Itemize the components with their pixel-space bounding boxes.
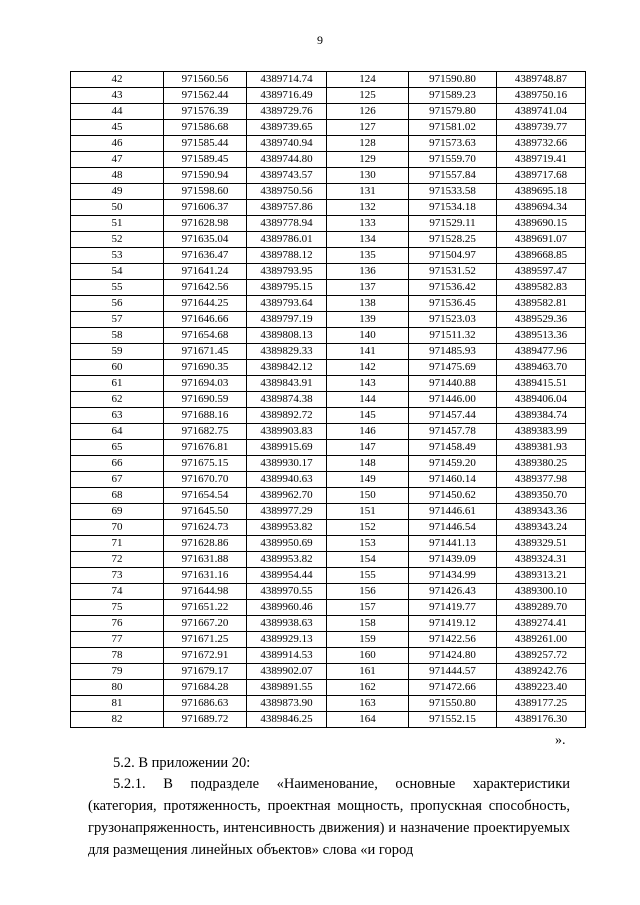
point-number-cell: 51 [71, 216, 164, 232]
y-coordinate-cell: 4389977.29 [247, 504, 327, 520]
table-row [71, 280, 586, 296]
table-row [71, 344, 586, 360]
table-row [71, 440, 586, 456]
x-coordinate-cell: 971606.37 [164, 200, 247, 216]
x-coordinate-cell: 971676.81 [164, 440, 247, 456]
point-number-cell: 162 [327, 680, 409, 696]
table-row [71, 376, 586, 392]
y-coordinate-cell: 4389750.56 [247, 184, 327, 200]
y-coordinate-cell: 4389380.25 [497, 456, 586, 472]
point-number-cell: 134 [327, 232, 409, 248]
point-number-cell: 69 [71, 504, 164, 520]
y-coordinate-cell: 4389903.83 [247, 424, 327, 440]
y-coordinate-cell: 4389739.77 [497, 120, 586, 136]
x-coordinate-cell: 971475.69 [409, 360, 497, 376]
y-coordinate-cell: 4389719.41 [497, 152, 586, 168]
x-coordinate-cell: 971684.28 [164, 680, 247, 696]
y-coordinate-cell: 4389289.70 [497, 600, 586, 616]
table-row [71, 136, 586, 152]
x-coordinate-cell: 971441.13 [409, 536, 497, 552]
point-number-cell: 80 [71, 680, 164, 696]
point-number-cell: 124 [327, 72, 409, 88]
x-coordinate-cell: 971534.18 [409, 200, 497, 216]
point-number-cell: 144 [327, 392, 409, 408]
point-number-cell: 71 [71, 536, 164, 552]
y-coordinate-cell: 4389415.51 [497, 376, 586, 392]
x-coordinate-cell: 971646.66 [164, 312, 247, 328]
point-number-cell: 53 [71, 248, 164, 264]
point-number-cell: 131 [327, 184, 409, 200]
table-row [71, 568, 586, 584]
point-number-cell: 164 [327, 712, 409, 728]
y-coordinate-cell: 4389953.82 [247, 552, 327, 568]
y-coordinate-cell: 4389793.95 [247, 264, 327, 280]
table-row [71, 584, 586, 600]
y-coordinate-cell: 4389778.94 [247, 216, 327, 232]
y-coordinate-cell: 4389748.87 [497, 72, 586, 88]
point-number-cell: 147 [327, 440, 409, 456]
x-coordinate-cell: 971589.23 [409, 88, 497, 104]
x-coordinate-cell: 971667.20 [164, 616, 247, 632]
y-coordinate-cell: 4389744.80 [247, 152, 327, 168]
x-coordinate-cell: 971590.94 [164, 168, 247, 184]
x-coordinate-cell: 971560.56 [164, 72, 247, 88]
x-coordinate-cell: 971689.72 [164, 712, 247, 728]
table-row [71, 520, 586, 536]
point-number-cell: 139 [327, 312, 409, 328]
y-coordinate-cell: 4389741.04 [497, 104, 586, 120]
point-number-cell: 64 [71, 424, 164, 440]
y-coordinate-cell: 4389529.36 [497, 312, 586, 328]
x-coordinate-cell: 971631.88 [164, 552, 247, 568]
coordinates-table [70, 71, 586, 728]
x-coordinate-cell: 971671.45 [164, 344, 247, 360]
table-row [71, 232, 586, 248]
point-number-cell: 55 [71, 280, 164, 296]
point-number-cell: 50 [71, 200, 164, 216]
point-number-cell: 46 [71, 136, 164, 152]
x-coordinate-cell: 971642.56 [164, 280, 247, 296]
y-coordinate-cell: 4389874.38 [247, 392, 327, 408]
y-coordinate-cell: 4389668.85 [497, 248, 586, 264]
point-number-cell: 152 [327, 520, 409, 536]
y-coordinate-cell: 4389970.55 [247, 584, 327, 600]
x-coordinate-cell: 971628.86 [164, 536, 247, 552]
y-coordinate-cell: 4389384.74 [497, 408, 586, 424]
point-number-cell: 155 [327, 568, 409, 584]
y-coordinate-cell: 4389313.21 [497, 568, 586, 584]
y-coordinate-cell: 4389757.86 [247, 200, 327, 216]
y-coordinate-cell: 4389750.16 [497, 88, 586, 104]
table-row [71, 616, 586, 632]
y-coordinate-cell: 4389694.34 [497, 200, 586, 216]
y-coordinate-cell: 4389793.64 [247, 296, 327, 312]
point-number-cell: 151 [327, 504, 409, 520]
x-coordinate-cell: 971690.59 [164, 392, 247, 408]
y-coordinate-cell: 4389177.25 [497, 696, 586, 712]
table-row [71, 120, 586, 136]
point-number-cell: 125 [327, 88, 409, 104]
point-number-cell: 76 [71, 616, 164, 632]
table-row [71, 72, 586, 88]
table-row [71, 712, 586, 728]
x-coordinate-cell: 971533.58 [409, 184, 497, 200]
x-coordinate-cell: 971450.62 [409, 488, 497, 504]
point-number-cell: 79 [71, 664, 164, 680]
point-number-cell: 54 [71, 264, 164, 280]
x-coordinate-cell: 971624.73 [164, 520, 247, 536]
y-coordinate-cell: 4389960.46 [247, 600, 327, 616]
point-number-cell: 126 [327, 104, 409, 120]
point-number-cell: 157 [327, 600, 409, 616]
x-coordinate-cell: 971576.39 [164, 104, 247, 120]
x-coordinate-cell: 971446.61 [409, 504, 497, 520]
point-number-cell: 159 [327, 632, 409, 648]
y-coordinate-cell: 4389786.01 [247, 232, 327, 248]
y-coordinate-cell: 4389795.15 [247, 280, 327, 296]
table-row [71, 632, 586, 648]
y-coordinate-cell: 4389716.49 [247, 88, 327, 104]
y-coordinate-cell: 4389597.47 [497, 264, 586, 280]
table-row [71, 264, 586, 280]
x-coordinate-cell: 971645.50 [164, 504, 247, 520]
x-coordinate-cell: 971439.09 [409, 552, 497, 568]
point-number-cell: 52 [71, 232, 164, 248]
y-coordinate-cell: 4389940.63 [247, 472, 327, 488]
point-number-cell: 82 [71, 712, 164, 728]
table-row [71, 696, 586, 712]
point-number-cell: 74 [71, 584, 164, 600]
table-row [71, 648, 586, 664]
x-coordinate-cell: 971586.68 [164, 120, 247, 136]
x-coordinate-cell: 971559.70 [409, 152, 497, 168]
point-number-cell: 158 [327, 616, 409, 632]
table-row [71, 424, 586, 440]
point-number-cell: 127 [327, 120, 409, 136]
table-row [71, 472, 586, 488]
x-coordinate-cell: 971557.84 [409, 168, 497, 184]
table-row [71, 488, 586, 504]
y-coordinate-cell: 4389477.96 [497, 344, 586, 360]
point-number-cell: 75 [71, 600, 164, 616]
y-coordinate-cell: 4389829.33 [247, 344, 327, 360]
closing-quote: ». [555, 733, 566, 748]
y-coordinate-cell: 4389891.55 [247, 680, 327, 696]
x-coordinate-cell: 971426.43 [409, 584, 497, 600]
y-coordinate-cell: 4389582.81 [497, 296, 586, 312]
x-coordinate-cell: 971654.68 [164, 328, 247, 344]
x-coordinate-cell: 971419.77 [409, 600, 497, 616]
table-row [71, 392, 586, 408]
y-coordinate-cell: 4389740.94 [247, 136, 327, 152]
x-coordinate-cell: 971440.88 [409, 376, 497, 392]
x-coordinate-cell: 971485.93 [409, 344, 497, 360]
x-coordinate-cell: 971536.45 [409, 296, 497, 312]
y-coordinate-cell: 4389274.41 [497, 616, 586, 632]
point-number-cell: 141 [327, 344, 409, 360]
y-coordinate-cell: 4389691.07 [497, 232, 586, 248]
y-coordinate-cell: 4389729.76 [247, 104, 327, 120]
x-coordinate-cell: 971460.14 [409, 472, 497, 488]
subsection-paragraph: 5.2.1. В подразделе «Наименование, основные характеристики (категория, протяженность, проектная мощность, пропускная способность, грузонапряженность, интенсивность движения) и назначение проектируемых для размещения линейных объектов» слова «и город [88, 776, 570, 858]
point-number-cell: 66 [71, 456, 164, 472]
point-number-cell: 150 [327, 488, 409, 504]
point-number-cell: 137 [327, 280, 409, 296]
point-number-cell: 130 [327, 168, 409, 184]
point-number-cell: 161 [327, 664, 409, 680]
y-coordinate-cell: 4389930.17 [247, 456, 327, 472]
x-coordinate-cell: 971654.54 [164, 488, 247, 504]
y-coordinate-cell: 4389743.57 [247, 168, 327, 184]
y-coordinate-cell: 4389176.30 [497, 712, 586, 728]
y-coordinate-cell: 4389329.51 [497, 536, 586, 552]
x-coordinate-cell: 971651.22 [164, 600, 247, 616]
x-coordinate-cell: 971424.80 [409, 648, 497, 664]
section-heading: 5.2. В приложении 20: [113, 755, 251, 771]
point-number-cell: 129 [327, 152, 409, 168]
y-coordinate-cell: 4389690.15 [497, 216, 586, 232]
y-coordinate-cell: 4389938.63 [247, 616, 327, 632]
point-number-cell: 77 [71, 632, 164, 648]
x-coordinate-cell: 971690.35 [164, 360, 247, 376]
point-number-cell: 61 [71, 376, 164, 392]
y-coordinate-cell: 4389406.04 [497, 392, 586, 408]
x-coordinate-cell: 971550.80 [409, 696, 497, 712]
x-coordinate-cell: 971457.78 [409, 424, 497, 440]
y-coordinate-cell: 4389695.18 [497, 184, 586, 200]
point-number-cell: 67 [71, 472, 164, 488]
table-row [71, 408, 586, 424]
table-row [71, 504, 586, 520]
point-number-cell: 63 [71, 408, 164, 424]
y-coordinate-cell: 4389242.76 [497, 664, 586, 680]
point-number-cell: 62 [71, 392, 164, 408]
y-coordinate-cell: 4389846.25 [247, 712, 327, 728]
x-coordinate-cell: 971504.97 [409, 248, 497, 264]
x-coordinate-cell: 971585.44 [164, 136, 247, 152]
table-row [71, 168, 586, 184]
x-coordinate-cell: 971631.16 [164, 568, 247, 584]
x-coordinate-cell: 971579.80 [409, 104, 497, 120]
y-coordinate-cell: 4389381.93 [497, 440, 586, 456]
point-number-cell: 154 [327, 552, 409, 568]
point-number-cell: 43 [71, 88, 164, 104]
x-coordinate-cell: 971641.24 [164, 264, 247, 280]
x-coordinate-cell: 971422.56 [409, 632, 497, 648]
x-coordinate-cell: 971472.66 [409, 680, 497, 696]
y-coordinate-cell: 4389892.72 [247, 408, 327, 424]
x-coordinate-cell: 971670.70 [164, 472, 247, 488]
table-row [71, 664, 586, 680]
table-row [71, 248, 586, 264]
table-row [71, 680, 586, 696]
x-coordinate-cell: 971590.80 [409, 72, 497, 88]
point-number-cell: 135 [327, 248, 409, 264]
coordinates-table-body [71, 72, 586, 728]
table-row [71, 328, 586, 344]
y-coordinate-cell: 4389808.13 [247, 328, 327, 344]
x-coordinate-cell: 971444.57 [409, 664, 497, 680]
table-row [71, 296, 586, 312]
table-row [71, 152, 586, 168]
x-coordinate-cell: 971694.03 [164, 376, 247, 392]
y-coordinate-cell: 4389377.98 [497, 472, 586, 488]
y-coordinate-cell: 4389962.70 [247, 488, 327, 504]
y-coordinate-cell: 4389324.31 [497, 552, 586, 568]
x-coordinate-cell: 971688.16 [164, 408, 247, 424]
y-coordinate-cell: 4389902.07 [247, 664, 327, 680]
y-coordinate-cell: 4389953.82 [247, 520, 327, 536]
x-coordinate-cell: 971511.32 [409, 328, 497, 344]
y-coordinate-cell: 4389300.10 [497, 584, 586, 600]
x-coordinate-cell: 971458.49 [409, 440, 497, 456]
table-row [71, 536, 586, 552]
x-coordinate-cell: 971636.47 [164, 248, 247, 264]
point-number-cell: 149 [327, 472, 409, 488]
point-number-cell: 59 [71, 344, 164, 360]
y-coordinate-cell: 4389257.72 [497, 648, 586, 664]
point-number-cell: 148 [327, 456, 409, 472]
table-row [71, 456, 586, 472]
y-coordinate-cell: 4389383.99 [497, 424, 586, 440]
x-coordinate-cell: 971644.25 [164, 296, 247, 312]
y-coordinate-cell: 4389914.53 [247, 648, 327, 664]
y-coordinate-cell: 4389717.68 [497, 168, 586, 184]
point-number-cell: 57 [71, 312, 164, 328]
table-row [71, 200, 586, 216]
point-number-cell: 143 [327, 376, 409, 392]
page-number: 9 [317, 33, 323, 47]
point-number-cell: 56 [71, 296, 164, 312]
table-row [71, 88, 586, 104]
point-number-cell: 133 [327, 216, 409, 232]
y-coordinate-cell: 4389732.66 [497, 136, 586, 152]
y-coordinate-cell: 4389513.36 [497, 328, 586, 344]
x-coordinate-cell: 971552.15 [409, 712, 497, 728]
point-number-cell: 58 [71, 328, 164, 344]
y-coordinate-cell: 4389843.91 [247, 376, 327, 392]
point-number-cell: 70 [71, 520, 164, 536]
x-coordinate-cell: 971459.20 [409, 456, 497, 472]
point-number-cell: 42 [71, 72, 164, 88]
y-coordinate-cell: 4389788.12 [247, 248, 327, 264]
x-coordinate-cell: 971679.17 [164, 664, 247, 680]
point-number-cell: 49 [71, 184, 164, 200]
table-row [71, 360, 586, 376]
point-number-cell: 163 [327, 696, 409, 712]
x-coordinate-cell: 971671.25 [164, 632, 247, 648]
y-coordinate-cell: 4389223.40 [497, 680, 586, 696]
point-number-cell: 156 [327, 584, 409, 600]
point-number-cell: 48 [71, 168, 164, 184]
x-coordinate-cell: 971562.44 [164, 88, 247, 104]
point-number-cell: 138 [327, 296, 409, 312]
y-coordinate-cell: 4389261.00 [497, 632, 586, 648]
x-coordinate-cell: 971419.12 [409, 616, 497, 632]
point-number-cell: 45 [71, 120, 164, 136]
point-number-cell: 47 [71, 152, 164, 168]
y-coordinate-cell: 4389954.44 [247, 568, 327, 584]
point-number-cell: 140 [327, 328, 409, 344]
table-row [71, 216, 586, 232]
x-coordinate-cell: 971589.45 [164, 152, 247, 168]
point-number-cell: 72 [71, 552, 164, 568]
y-coordinate-cell: 4389873.90 [247, 696, 327, 712]
table-row [71, 312, 586, 328]
y-coordinate-cell: 4389463.70 [497, 360, 586, 376]
point-number-cell: 142 [327, 360, 409, 376]
y-coordinate-cell: 4389582.83 [497, 280, 586, 296]
table-row [71, 104, 586, 120]
point-number-cell: 73 [71, 568, 164, 584]
x-coordinate-cell: 971434.99 [409, 568, 497, 584]
point-number-cell: 160 [327, 648, 409, 664]
point-number-cell: 68 [71, 488, 164, 504]
x-coordinate-cell: 971446.54 [409, 520, 497, 536]
y-coordinate-cell: 4389915.69 [247, 440, 327, 456]
x-coordinate-cell: 971635.04 [164, 232, 247, 248]
y-coordinate-cell: 4389950.69 [247, 536, 327, 552]
y-coordinate-cell: 4389350.70 [497, 488, 586, 504]
point-number-cell: 65 [71, 440, 164, 456]
point-number-cell: 153 [327, 536, 409, 552]
x-coordinate-cell: 971446.00 [409, 392, 497, 408]
x-coordinate-cell: 971598.60 [164, 184, 247, 200]
point-number-cell: 60 [71, 360, 164, 376]
point-number-cell: 128 [327, 136, 409, 152]
point-number-cell: 136 [327, 264, 409, 280]
y-coordinate-cell: 4389842.12 [247, 360, 327, 376]
y-coordinate-cell: 4389343.36 [497, 504, 586, 520]
point-number-cell: 145 [327, 408, 409, 424]
x-coordinate-cell: 971628.98 [164, 216, 247, 232]
x-coordinate-cell: 971531.52 [409, 264, 497, 280]
table-row [71, 600, 586, 616]
y-coordinate-cell: 4389797.19 [247, 312, 327, 328]
x-coordinate-cell: 971686.63 [164, 696, 247, 712]
x-coordinate-cell: 971457.44 [409, 408, 497, 424]
x-coordinate-cell: 971523.03 [409, 312, 497, 328]
x-coordinate-cell: 971644.98 [164, 584, 247, 600]
x-coordinate-cell: 971536.42 [409, 280, 497, 296]
x-coordinate-cell: 971529.11 [409, 216, 497, 232]
y-coordinate-cell: 4389739.65 [247, 120, 327, 136]
table-row [71, 552, 586, 568]
table-row [71, 184, 586, 200]
x-coordinate-cell: 971672.91 [164, 648, 247, 664]
x-coordinate-cell: 971675.15 [164, 456, 247, 472]
y-coordinate-cell: 4389929.13 [247, 632, 327, 648]
x-coordinate-cell: 971581.02 [409, 120, 497, 136]
point-number-cell: 81 [71, 696, 164, 712]
point-number-cell: 44 [71, 104, 164, 120]
y-coordinate-cell: 4389343.24 [497, 520, 586, 536]
x-coordinate-cell: 971528.25 [409, 232, 497, 248]
x-coordinate-cell: 971682.75 [164, 424, 247, 440]
point-number-cell: 146 [327, 424, 409, 440]
x-coordinate-cell: 971573.63 [409, 136, 497, 152]
point-number-cell: 78 [71, 648, 164, 664]
y-coordinate-cell: 4389714.74 [247, 72, 327, 88]
point-number-cell: 132 [327, 200, 409, 216]
